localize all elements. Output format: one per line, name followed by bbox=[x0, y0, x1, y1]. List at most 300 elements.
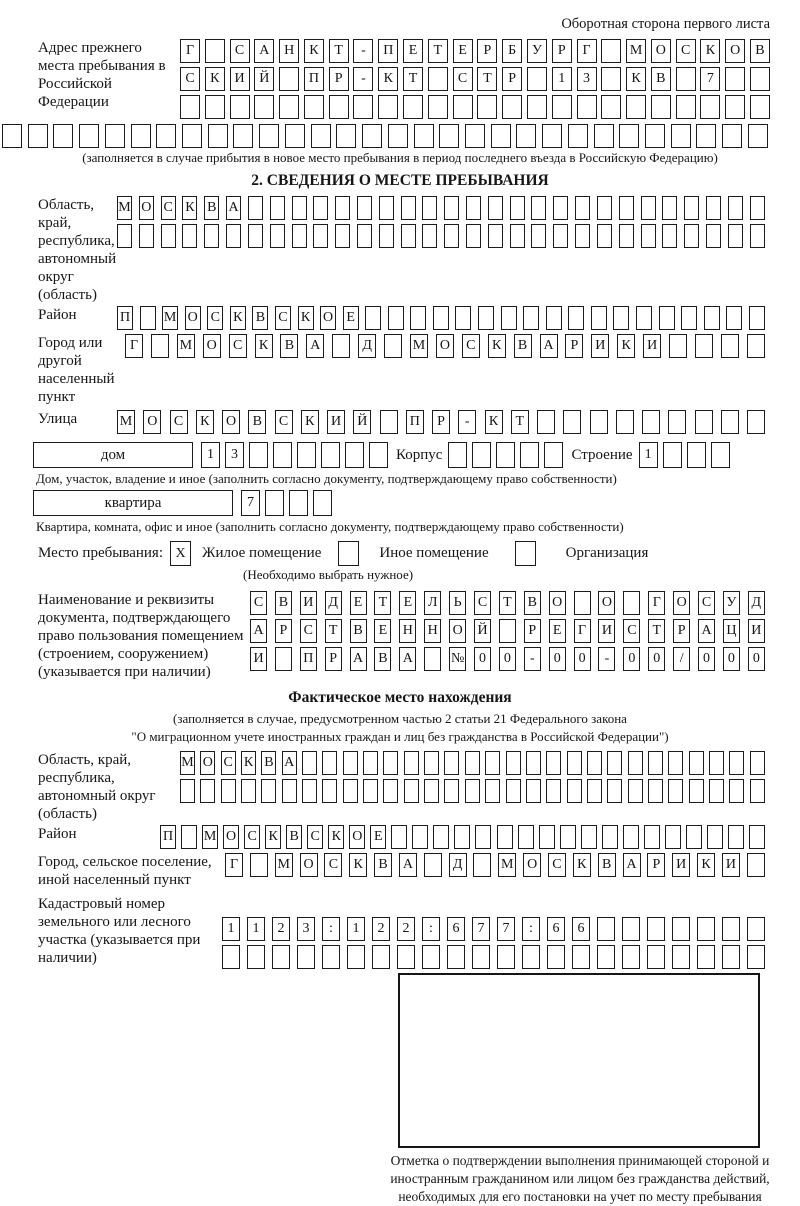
char-box bbox=[613, 306, 629, 330]
char-box: Е bbox=[399, 591, 416, 615]
char-box bbox=[510, 224, 525, 248]
char-box: С bbox=[229, 334, 247, 358]
char-box: М bbox=[117, 410, 135, 434]
char-box: Е bbox=[374, 619, 391, 643]
char-box: Т bbox=[329, 39, 349, 63]
char-box: О bbox=[725, 39, 745, 63]
raion-label: Район bbox=[38, 307, 77, 323]
char-box bbox=[689, 751, 704, 775]
char-box bbox=[363, 779, 378, 803]
char-box bbox=[581, 825, 597, 849]
char-box bbox=[249, 442, 268, 468]
char-box bbox=[444, 779, 459, 803]
char-box: М bbox=[498, 853, 516, 877]
char-box: Ц bbox=[723, 619, 740, 643]
char-box bbox=[285, 124, 305, 148]
char-box: О bbox=[523, 853, 541, 877]
char-box bbox=[388, 124, 408, 148]
char-box bbox=[567, 779, 582, 803]
char-box: Т bbox=[403, 67, 423, 91]
char-box bbox=[587, 751, 602, 775]
option-inoe-label: Иное помещение bbox=[379, 545, 489, 561]
char-box bbox=[728, 224, 743, 248]
char-box bbox=[357, 224, 372, 248]
char-box: 7 bbox=[497, 917, 515, 941]
kvartira-caption: Квартира, комната, офис и иное (заполнить согласно документу, подтверждающему право собственности) bbox=[36, 519, 624, 534]
char-box bbox=[433, 825, 449, 849]
char-box: И bbox=[591, 334, 609, 358]
char-box bbox=[380, 410, 398, 434]
char-box bbox=[335, 224, 350, 248]
char-box bbox=[353, 95, 373, 119]
char-box bbox=[601, 95, 621, 119]
char-box: О bbox=[223, 825, 239, 849]
char-box bbox=[279, 67, 299, 91]
char-box: В bbox=[598, 853, 616, 877]
char-box: Р bbox=[325, 647, 342, 671]
char-box bbox=[261, 779, 276, 803]
char-box bbox=[750, 224, 765, 248]
char-box bbox=[444, 196, 459, 220]
char-box bbox=[728, 196, 743, 220]
char-box: 0 bbox=[748, 647, 765, 671]
char-box: С bbox=[462, 334, 480, 358]
char-box: / bbox=[673, 647, 690, 671]
char-box bbox=[259, 124, 279, 148]
char-box bbox=[750, 95, 770, 119]
char-box bbox=[302, 751, 317, 775]
char-box bbox=[709, 779, 724, 803]
char-box bbox=[383, 779, 398, 803]
char-box: Е bbox=[370, 825, 386, 849]
char-box: К bbox=[617, 334, 635, 358]
checkbox-zhiloe: X bbox=[170, 541, 191, 566]
char-box: В bbox=[252, 306, 268, 330]
char-box bbox=[725, 67, 745, 91]
char-box bbox=[722, 945, 740, 969]
char-box bbox=[546, 306, 562, 330]
char-box bbox=[663, 442, 682, 468]
char-box bbox=[424, 751, 439, 775]
char-box bbox=[575, 224, 590, 248]
char-box: С bbox=[244, 825, 260, 849]
fact-oblast-line1 bbox=[180, 751, 765, 775]
char-box bbox=[424, 779, 439, 803]
char-box bbox=[304, 95, 324, 119]
char-box bbox=[510, 196, 525, 220]
char-box bbox=[544, 442, 563, 468]
char-box bbox=[647, 945, 665, 969]
char-box bbox=[668, 410, 686, 434]
char-box: К bbox=[255, 334, 273, 358]
mesto-label: Место пребывания: bbox=[38, 545, 163, 561]
char-box: 1 bbox=[222, 917, 240, 941]
char-box bbox=[568, 306, 584, 330]
char-box: Т bbox=[325, 619, 342, 643]
char-box bbox=[270, 196, 285, 220]
char-box bbox=[568, 124, 588, 148]
char-box bbox=[302, 779, 317, 803]
char-box bbox=[488, 196, 503, 220]
char-box bbox=[497, 945, 515, 969]
char-box: О bbox=[349, 825, 365, 849]
char-box bbox=[180, 779, 195, 803]
char-box bbox=[335, 196, 350, 220]
char-box bbox=[414, 124, 434, 148]
doc-line1 bbox=[250, 591, 765, 615]
char-box bbox=[527, 95, 547, 119]
char-box: И bbox=[327, 410, 345, 434]
prev-address-line3 bbox=[180, 95, 770, 119]
char-box bbox=[577, 95, 597, 119]
prev-address-label: Адрес прежнего места пребывания в Российской Федерации bbox=[38, 40, 166, 110]
char-box bbox=[721, 334, 739, 358]
char-box: С bbox=[453, 67, 473, 91]
char-box bbox=[671, 124, 691, 148]
prev-address-block bbox=[38, 39, 800, 119]
char-box: М bbox=[410, 334, 428, 358]
gorod-cells bbox=[125, 334, 765, 358]
char-box bbox=[523, 306, 539, 330]
char-box: Й bbox=[353, 410, 371, 434]
char-box bbox=[531, 224, 546, 248]
char-box: О bbox=[320, 306, 336, 330]
char-box: Р bbox=[647, 853, 665, 877]
char-box bbox=[250, 853, 268, 877]
char-box: О bbox=[300, 853, 318, 877]
char-box: В bbox=[350, 619, 367, 643]
char-box: Р bbox=[565, 334, 583, 358]
prev-address-line2 bbox=[180, 67, 770, 91]
char-box bbox=[672, 945, 690, 969]
char-box bbox=[208, 124, 228, 148]
char-box: Г bbox=[125, 334, 143, 358]
char-box: 7 bbox=[700, 67, 720, 91]
char-box bbox=[499, 619, 516, 643]
char-box: А bbox=[254, 39, 274, 63]
char-box: И bbox=[300, 591, 317, 615]
char-box: 7 bbox=[472, 917, 490, 941]
char-box bbox=[506, 751, 521, 775]
char-box bbox=[648, 751, 663, 775]
char-box bbox=[270, 224, 285, 248]
char-box: С bbox=[250, 591, 267, 615]
char-box: Т bbox=[374, 591, 391, 615]
char-box: К bbox=[485, 410, 503, 434]
char-box bbox=[522, 945, 540, 969]
doc-line2 bbox=[250, 619, 765, 643]
char-box: 0 bbox=[723, 647, 740, 671]
char-box bbox=[248, 224, 263, 248]
char-box bbox=[506, 779, 521, 803]
prev-address-note: (заполняется в случае прибытия в новое место пребывания в период последнего въезда в Российскую Федерацию) bbox=[82, 150, 718, 165]
char-box: А bbox=[282, 751, 297, 775]
char-box bbox=[706, 224, 721, 248]
char-box bbox=[619, 124, 639, 148]
char-box: Т bbox=[511, 410, 529, 434]
char-box bbox=[747, 334, 765, 358]
char-box bbox=[681, 306, 697, 330]
char-box: С bbox=[474, 591, 491, 615]
char-box bbox=[289, 490, 308, 516]
kadastr-field bbox=[38, 895, 800, 969]
char-box: С bbox=[307, 825, 323, 849]
raion-field bbox=[38, 306, 800, 330]
char-box bbox=[391, 825, 407, 849]
char-box bbox=[322, 751, 337, 775]
char-box: П bbox=[117, 306, 133, 330]
char-box: Г bbox=[648, 591, 665, 615]
char-box bbox=[651, 95, 671, 119]
char-box bbox=[641, 224, 656, 248]
char-box bbox=[531, 196, 546, 220]
char-box: И bbox=[643, 334, 661, 358]
mesto-row bbox=[38, 541, 800, 566]
char-box bbox=[424, 647, 441, 671]
char-box: Р bbox=[432, 410, 450, 434]
char-box bbox=[726, 306, 742, 330]
char-box bbox=[669, 334, 687, 358]
char-box bbox=[676, 67, 696, 91]
char-box: А bbox=[250, 619, 267, 643]
char-box: 1 bbox=[552, 67, 572, 91]
char-box bbox=[623, 591, 640, 615]
kvartira-name-box: квартира bbox=[33, 490, 233, 516]
char-box bbox=[433, 306, 449, 330]
fact-raion-label: Район bbox=[38, 826, 77, 842]
char-box bbox=[709, 751, 724, 775]
char-box: 1 bbox=[639, 442, 658, 468]
char-box bbox=[485, 751, 500, 775]
char-box bbox=[537, 410, 555, 434]
char-box bbox=[721, 410, 739, 434]
char-box bbox=[591, 306, 607, 330]
char-box bbox=[567, 751, 582, 775]
char-box: В bbox=[275, 591, 292, 615]
char-box: О bbox=[598, 591, 615, 615]
char-box: А bbox=[226, 196, 241, 220]
char-box: К bbox=[378, 67, 398, 91]
char-box bbox=[645, 124, 665, 148]
char-box bbox=[454, 825, 470, 849]
char-box bbox=[477, 95, 497, 119]
char-box bbox=[28, 124, 48, 148]
char-box bbox=[672, 917, 690, 941]
char-box: Г bbox=[180, 39, 200, 63]
char-box: О bbox=[200, 751, 215, 775]
char-box bbox=[707, 825, 723, 849]
char-box bbox=[560, 825, 576, 849]
char-box bbox=[597, 196, 612, 220]
char-box: 0 bbox=[623, 647, 640, 671]
char-box bbox=[444, 224, 459, 248]
char-box bbox=[662, 224, 677, 248]
char-box: М bbox=[162, 306, 178, 330]
char-box: 7 bbox=[241, 490, 260, 516]
char-box bbox=[322, 779, 337, 803]
dom-caption: Дом, участок, владение и иное (заполнить согласно документу, подтверждающему право собственности) bbox=[36, 471, 617, 486]
char-box bbox=[428, 95, 448, 119]
char-box: О bbox=[449, 619, 466, 643]
char-box bbox=[748, 124, 768, 148]
char-box: 1 bbox=[247, 917, 265, 941]
char-box: П bbox=[406, 410, 424, 434]
char-box: Н bbox=[399, 619, 416, 643]
mesto-note: (Необходимо выбрать нужное) bbox=[243, 567, 414, 582]
kadastr-label: Кадастровый номер земельного или лесного участка (указывается при наличии) bbox=[38, 896, 201, 966]
char-box: В bbox=[248, 410, 266, 434]
char-box: 1 bbox=[347, 917, 365, 941]
char-box bbox=[412, 825, 428, 849]
kadastr-line2 bbox=[222, 945, 765, 969]
oblast-label: Область, край, республика, автономный округ (область) bbox=[38, 197, 117, 303]
char-box bbox=[230, 95, 250, 119]
char-box: Р bbox=[524, 619, 541, 643]
char-box: В bbox=[261, 751, 276, 775]
ulitsa-cells bbox=[117, 410, 765, 434]
char-box bbox=[182, 124, 202, 148]
char-box: Н bbox=[279, 39, 299, 63]
char-box bbox=[676, 95, 696, 119]
char-box: С bbox=[548, 853, 566, 877]
char-box bbox=[465, 124, 485, 148]
char-box bbox=[662, 196, 677, 220]
char-box: Д bbox=[748, 591, 765, 615]
char-box: О bbox=[203, 334, 221, 358]
char-box bbox=[313, 224, 328, 248]
fact-raion-field bbox=[38, 825, 800, 849]
char-box: О bbox=[143, 410, 161, 434]
char-box bbox=[466, 196, 481, 220]
kadastr-line1 bbox=[222, 917, 765, 941]
fact-oblast-label: Область, край, республика, автономный округ (область) bbox=[38, 752, 156, 822]
char-box bbox=[139, 224, 154, 248]
char-box: И bbox=[250, 647, 267, 671]
char-box bbox=[659, 306, 675, 330]
char-box: К bbox=[328, 825, 344, 849]
char-box: В bbox=[204, 196, 219, 220]
char-box: О bbox=[222, 410, 240, 434]
char-box bbox=[644, 825, 660, 849]
char-box bbox=[275, 647, 292, 671]
char-box bbox=[616, 410, 634, 434]
char-box bbox=[601, 39, 621, 63]
char-box: С bbox=[207, 306, 223, 330]
char-box bbox=[311, 124, 331, 148]
char-box bbox=[552, 95, 572, 119]
char-box bbox=[404, 751, 419, 775]
char-box: 0 bbox=[549, 647, 566, 671]
char-box bbox=[520, 442, 539, 468]
char-box bbox=[466, 224, 481, 248]
char-box bbox=[502, 95, 522, 119]
char-box bbox=[729, 779, 744, 803]
char-box: К bbox=[205, 67, 225, 91]
char-box: : bbox=[322, 917, 340, 941]
char-box bbox=[181, 825, 197, 849]
char-box: 1 bbox=[201, 442, 220, 468]
char-box bbox=[273, 442, 292, 468]
char-box bbox=[313, 196, 328, 220]
char-box: Г bbox=[225, 853, 243, 877]
char-box bbox=[687, 442, 706, 468]
char-box bbox=[518, 825, 534, 849]
char-box: Т bbox=[648, 619, 665, 643]
char-box: В bbox=[651, 67, 671, 91]
char-box: П bbox=[160, 825, 176, 849]
char-box bbox=[343, 751, 358, 775]
char-box bbox=[365, 306, 381, 330]
char-box bbox=[226, 224, 241, 248]
char-box: - bbox=[598, 647, 615, 671]
doc-line3 bbox=[250, 647, 765, 671]
char-box bbox=[700, 95, 720, 119]
char-box bbox=[750, 196, 765, 220]
char-box: О bbox=[436, 334, 454, 358]
char-box bbox=[403, 95, 423, 119]
char-box bbox=[607, 779, 622, 803]
char-box: М bbox=[275, 853, 293, 877]
char-box bbox=[297, 442, 316, 468]
dom-row bbox=[33, 442, 800, 468]
char-box bbox=[619, 196, 634, 220]
char-box bbox=[2, 124, 22, 148]
char-box: У bbox=[527, 39, 547, 63]
char-box: К bbox=[304, 39, 324, 63]
char-box: 6 bbox=[447, 917, 465, 941]
char-box bbox=[204, 224, 219, 248]
char-box bbox=[689, 779, 704, 803]
char-box bbox=[384, 334, 402, 358]
char-box: И bbox=[722, 853, 740, 877]
char-box bbox=[563, 410, 581, 434]
char-box: 0 bbox=[574, 647, 591, 671]
char-box: Р bbox=[275, 619, 292, 643]
char-box: С bbox=[698, 591, 715, 615]
char-box bbox=[313, 490, 332, 516]
kvartira-row bbox=[33, 490, 800, 516]
char-box bbox=[546, 751, 561, 775]
char-box bbox=[233, 124, 253, 148]
char-box: Д bbox=[449, 853, 467, 877]
char-box bbox=[379, 224, 394, 248]
char-box bbox=[526, 751, 541, 775]
prev-address-cells bbox=[180, 39, 770, 119]
char-box: В bbox=[286, 825, 302, 849]
char-box: А bbox=[350, 647, 367, 671]
char-box bbox=[647, 917, 665, 941]
fact-oblast-line2 bbox=[180, 779, 765, 803]
char-box bbox=[473, 853, 491, 877]
char-box: К bbox=[265, 825, 281, 849]
char-box bbox=[248, 196, 263, 220]
fact-oblast-field bbox=[38, 751, 800, 823]
char-box bbox=[292, 196, 307, 220]
char-box bbox=[422, 945, 440, 969]
oblast-line1 bbox=[117, 196, 765, 220]
char-box bbox=[597, 224, 612, 248]
char-box: О bbox=[673, 591, 690, 615]
char-box: 6 bbox=[572, 917, 590, 941]
option-zhiloe-label: Жилое помещение bbox=[202, 545, 322, 561]
char-box bbox=[697, 945, 715, 969]
char-box: А bbox=[623, 853, 641, 877]
char-box: К bbox=[230, 306, 246, 330]
fact-raion-cells bbox=[160, 825, 765, 849]
char-box bbox=[282, 779, 297, 803]
char-box: 3 bbox=[577, 67, 597, 91]
char-box bbox=[447, 945, 465, 969]
